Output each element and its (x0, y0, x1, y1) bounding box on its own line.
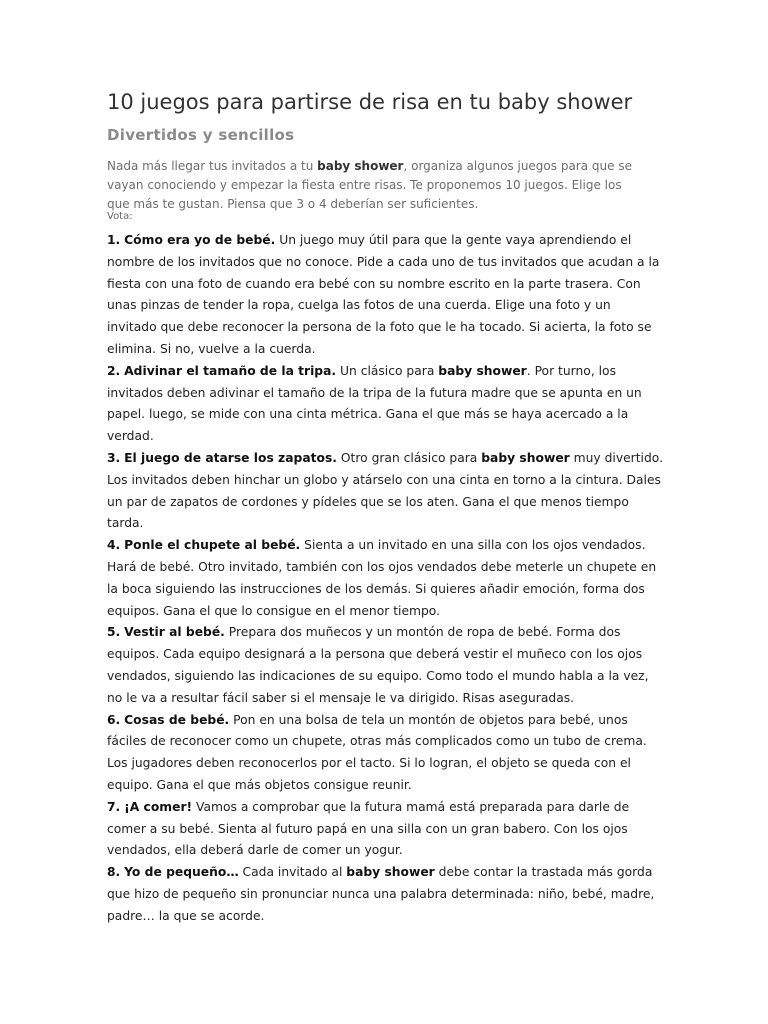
intro-keyword: baby shower (317, 159, 404, 173)
list-item-2 (107, 361, 663, 448)
item-number: 5. (107, 625, 121, 640)
item-text: Un juego muy útil para que la gente vaya aprendiendo el nombre de los invitados que no conoce. Pide a cada uno de tus invitados que acudan a la fiesta con una foto de cuando era bebé con su nombre escrito en la parte trasera. Con unas pinzas de tender la ropa, cuelga las fotos de una cuerda. Elige una foto y un invitado que debe reconocer la persona de la foto que le ha tocado. Si acierta, la foto se elimina. Si no, vuelve a la cuerda. (107, 233, 660, 356)
intro-text-after: , organiza algunos juegos para que se vayan conociendo y empezar la fiesta entre risas. Te proponemos 10 juegos. Elige los que más te gustan. Piensa que 3 o 4 deberían ser suficientes. (107, 159, 632, 211)
item-number: 3. (107, 450, 121, 465)
item-text: Vamos a comprobar que la futura mamá está preparada para darle de comer a su bebé. Sienta al futuro papá en una silla con un gran babero. Con los ojos vendados, ella deberá darle de comer un yogur. (107, 799, 630, 858)
item-heading: ¡A comer! (124, 799, 193, 814)
item-heading: Cómo era yo de bebé. (124, 233, 276, 247)
page-subtitle: Divertidos y sencillos (107, 126, 295, 144)
item-heading: Ponle el chupete al bebé. (124, 538, 301, 553)
item-number: 2. (107, 363, 121, 378)
list-item-6 (107, 710, 663, 797)
item-number: 1. (107, 233, 121, 247)
item-keyword: baby shower (481, 450, 570, 465)
item-text-continued: debe contar la trastada más gorda que hizo de pequeño sin pronunciar nunca una palabra determinada: niño, bebé, madre, padre… la que se acorde. (107, 865, 655, 923)
item-heading: Vestir al bebé. (124, 625, 225, 640)
intro-paragraph (107, 157, 647, 214)
item-text: Prepara dos muñecos y un montón de ropa de bebé. Forma dos equipos. Cada equipo designará a la persona que deberá vestir el muñeco con los ojos vendados, siguiendo las indicaciones de su equipo. Como todo el mundo habla a la vez, no le va a resultar fácil saber si el mensaje le va dirigido. Risas aseguradas. (107, 625, 649, 705)
item-text: Cada invitado al (238, 865, 347, 880)
item-text-continued: . Por turno, los invitados deben adivinar el tamaño de la tripa de la futura madre que se apunta en un papel. luego, se mide con una cinta métrica. Gana el que más se haya acercado a la verdad. (107, 363, 642, 444)
item-text: Un clásico para (336, 363, 439, 378)
list-item-1 (107, 230, 663, 361)
item-text: Otro gran clásico para (336, 450, 482, 465)
item-number: 8. (107, 865, 121, 880)
item-text: Pon en una bolsa de tela un montón de objetos para bebé, unos fáciles de reconocer como un chupete, otras más complicados como un tubo de crema. Los jugadores deben reconocerlos por el tacto. Si lo logran, el objeto se queda con el equipo. Gana el que más objetos consigue reunir. (107, 712, 647, 792)
item-number: 6. (107, 712, 121, 727)
item-text: Sienta a un invitado en una silla con los ojos vendados. Hará de bebé. Otro invitado, también con los ojos vendados debe meterle un chupete en la boca siguiendo las instrucciones de los demás. Si quieres añadir emoción, forma dos equipos. Gana el que lo consigue en el menor tiempo. (107, 538, 657, 618)
intro-text-before: Nada más llegar tus invitados a tu (107, 159, 318, 173)
item-text-continued: muy divertido. Los invitados deben hinchar un globo y atárselo con una cinta en torno a la cintura. Dales un par de zapatos de cordones y pídeles que se los aten. Gana el que menos tiempo tarda. (107, 450, 663, 531)
item-heading: Yo de pequeño… (124, 865, 239, 880)
item-heading: Cosas de bebé. (124, 712, 230, 727)
item-keyword: baby shower (438, 363, 527, 378)
item-keyword: baby shower (346, 865, 435, 880)
vote-label: Vota: (107, 211, 133, 222)
item-number: 7. (107, 799, 121, 814)
item-heading: Adivinar el tamaño de la tripa. (124, 363, 337, 378)
list-item-8 (107, 862, 663, 927)
list-item-7 (107, 797, 663, 862)
page-title: 10 juegos para partirse de risa en tu baby shower (107, 90, 633, 114)
item-number: 4. (107, 538, 121, 553)
list-item-5 (107, 622, 663, 709)
list-item-4 (107, 535, 663, 622)
games-list (107, 230, 663, 928)
list-item-3 (107, 448, 663, 535)
item-heading: El juego de atarse los zapatos. (124, 450, 337, 465)
